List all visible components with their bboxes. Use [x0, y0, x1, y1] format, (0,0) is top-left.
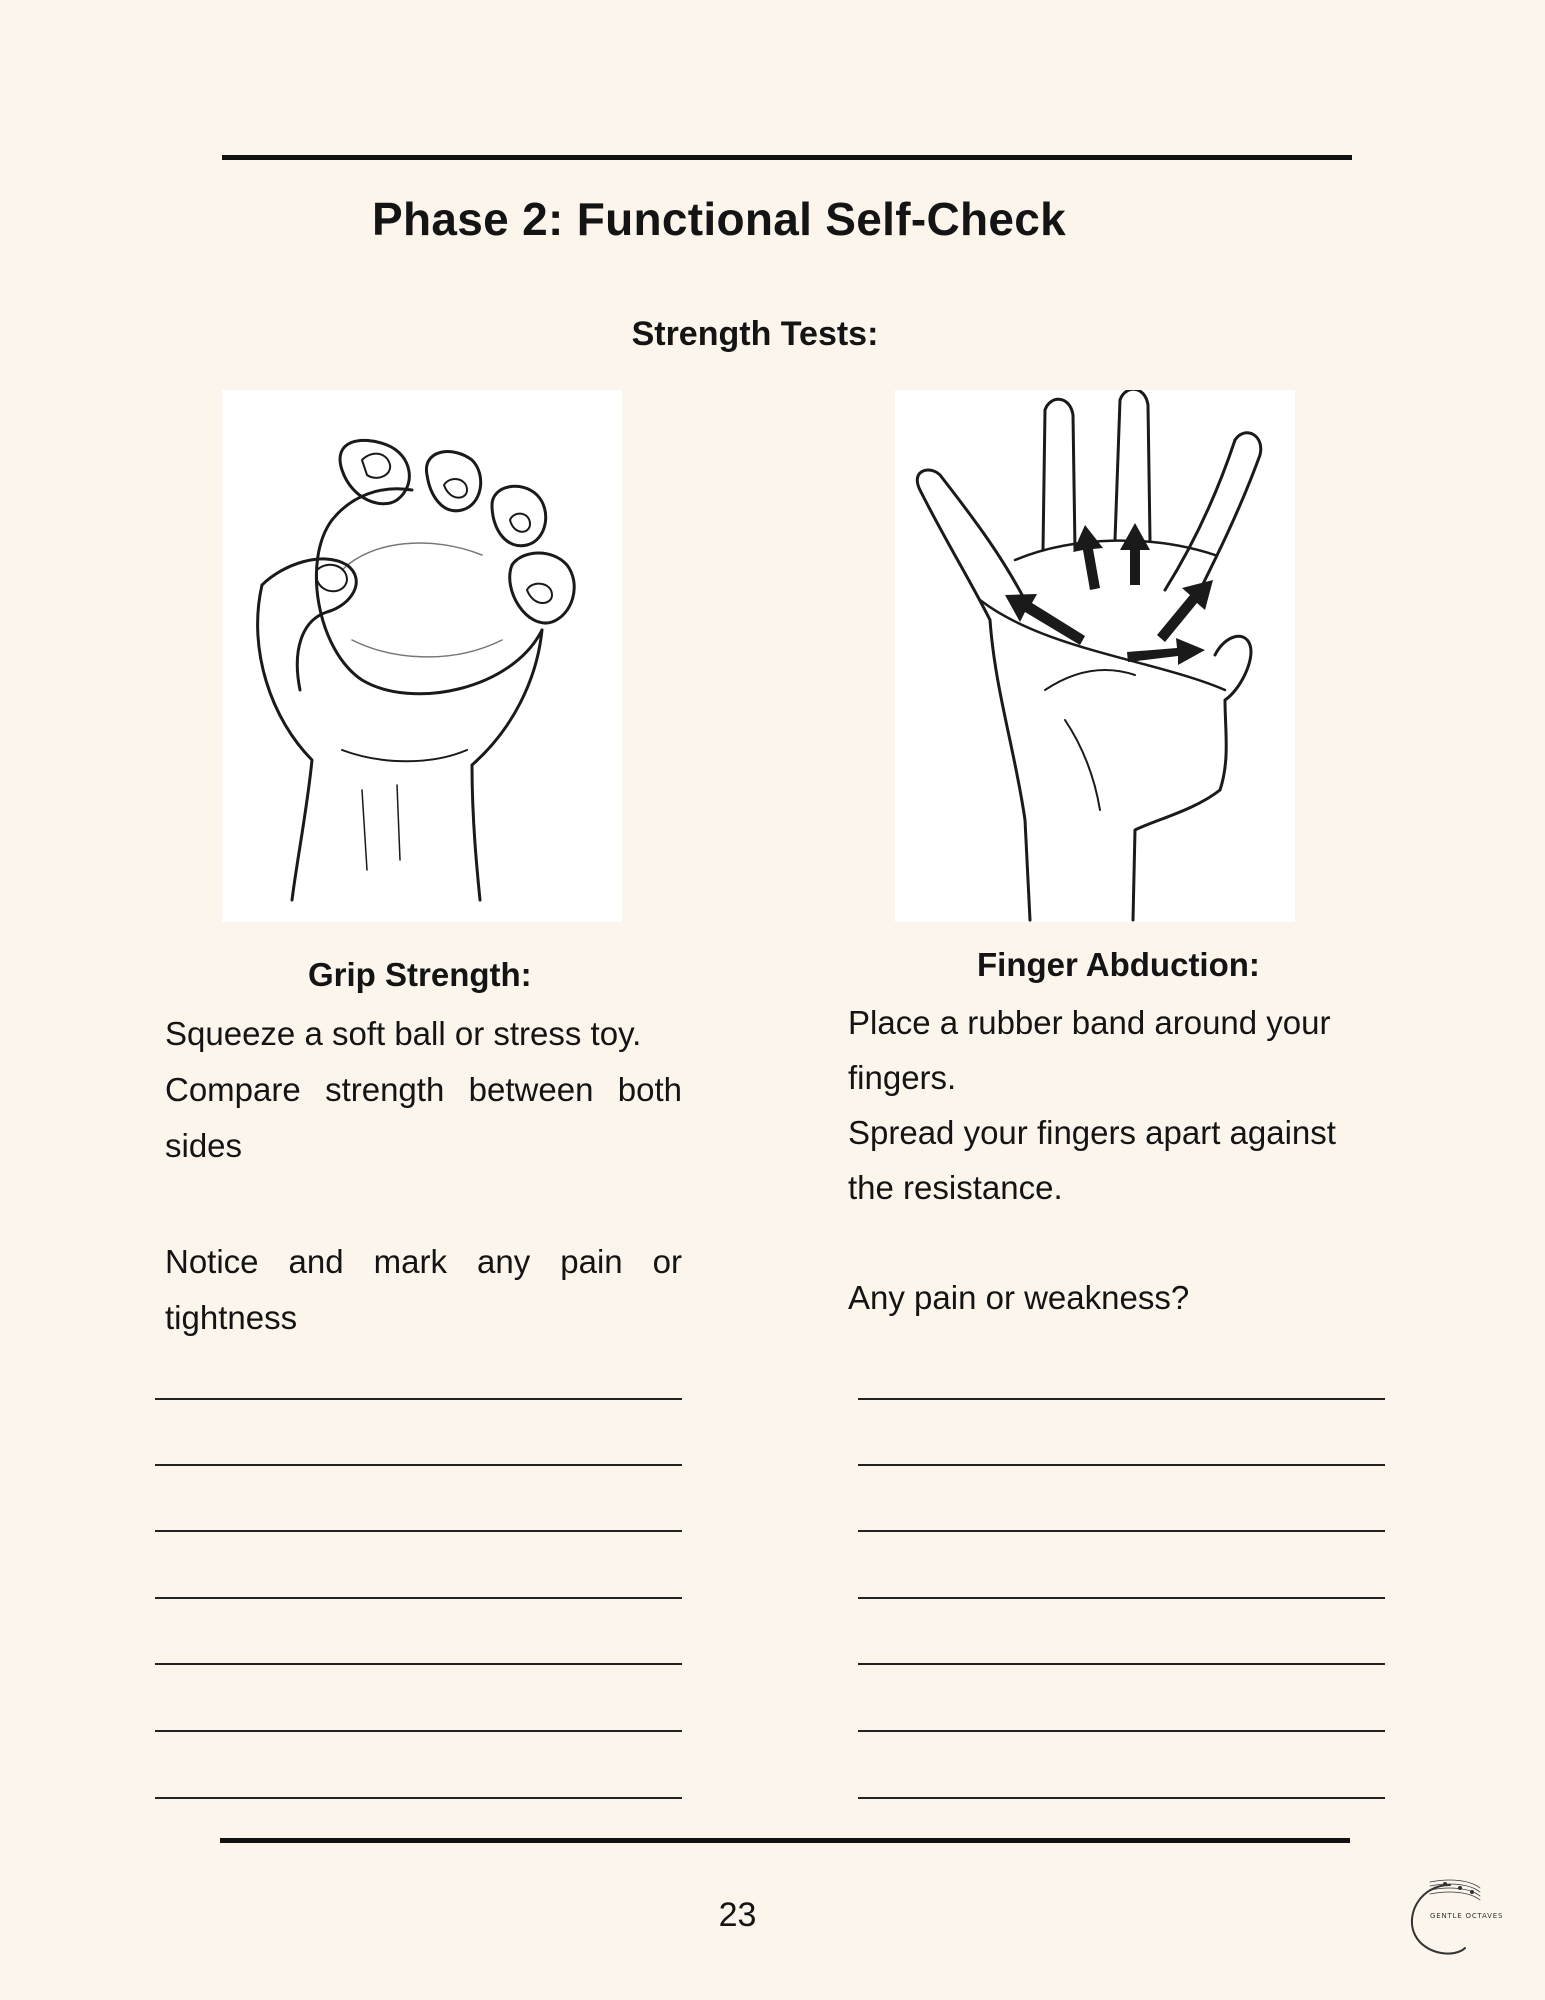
grip-writing-line[interactable] [155, 1797, 682, 1799]
abduction-writing-line[interactable] [858, 1597, 1385, 1599]
music-staff-logo-icon [1400, 1870, 1520, 1960]
grip-instruction-line: Squeeze a soft ball or stress toy. [165, 1015, 642, 1052]
abduction-writing-line[interactable] [858, 1663, 1385, 1665]
hand-squeezing-ball-icon [222, 390, 622, 922]
grip-writing-line[interactable] [155, 1730, 682, 1732]
brand-name: GENTLE OCTAVES [1430, 1912, 1504, 1920]
grip-writing-line[interactable] [155, 1464, 682, 1466]
grip-writing-line[interactable] [155, 1663, 682, 1665]
grip-instructions [165, 1006, 682, 1174]
abduction-instruction-line: the resistance. [848, 1169, 1063, 1206]
abduction-writing-line[interactable] [858, 1398, 1385, 1400]
abduction-instruction-line: Place a rubber band around your [848, 1004, 1331, 1041]
grip-note: Notice and mark any pain or tightness [165, 1243, 682, 1336]
finger-abduction-heading: Finger Abduction: [977, 946, 1260, 983]
top-divider [222, 155, 1352, 160]
abduction-writing-line[interactable] [858, 1530, 1385, 1532]
abduction-writing-line[interactable] [858, 1797, 1385, 1799]
grip-strength-heading: Grip Strength: [308, 956, 532, 993]
abduction-writing-line[interactable] [858, 1464, 1385, 1466]
grip-instruction-line: Compare strength between both sides [165, 1071, 682, 1164]
grip-writing-line[interactable] [155, 1398, 682, 1400]
page-title: Phase 2: Functional Self-Check [372, 193, 1067, 245]
page-number: 23 [718, 1896, 757, 1934]
hand-rubber-band-icon [895, 390, 1295, 922]
section-heading: Strength Tests: [631, 315, 879, 353]
abduction-question: Any pain or weakness? [848, 1279, 1190, 1316]
grip-writing-line[interactable] [155, 1597, 682, 1599]
abduction-writing-line[interactable] [858, 1730, 1385, 1732]
bottom-divider [220, 1838, 1350, 1843]
grip-writing-line[interactable] [155, 1530, 682, 1532]
abduction-instruction-line: fingers. [848, 1059, 957, 1096]
abduction-instruction-line: Spread your fingers apart against [848, 1114, 1336, 1151]
